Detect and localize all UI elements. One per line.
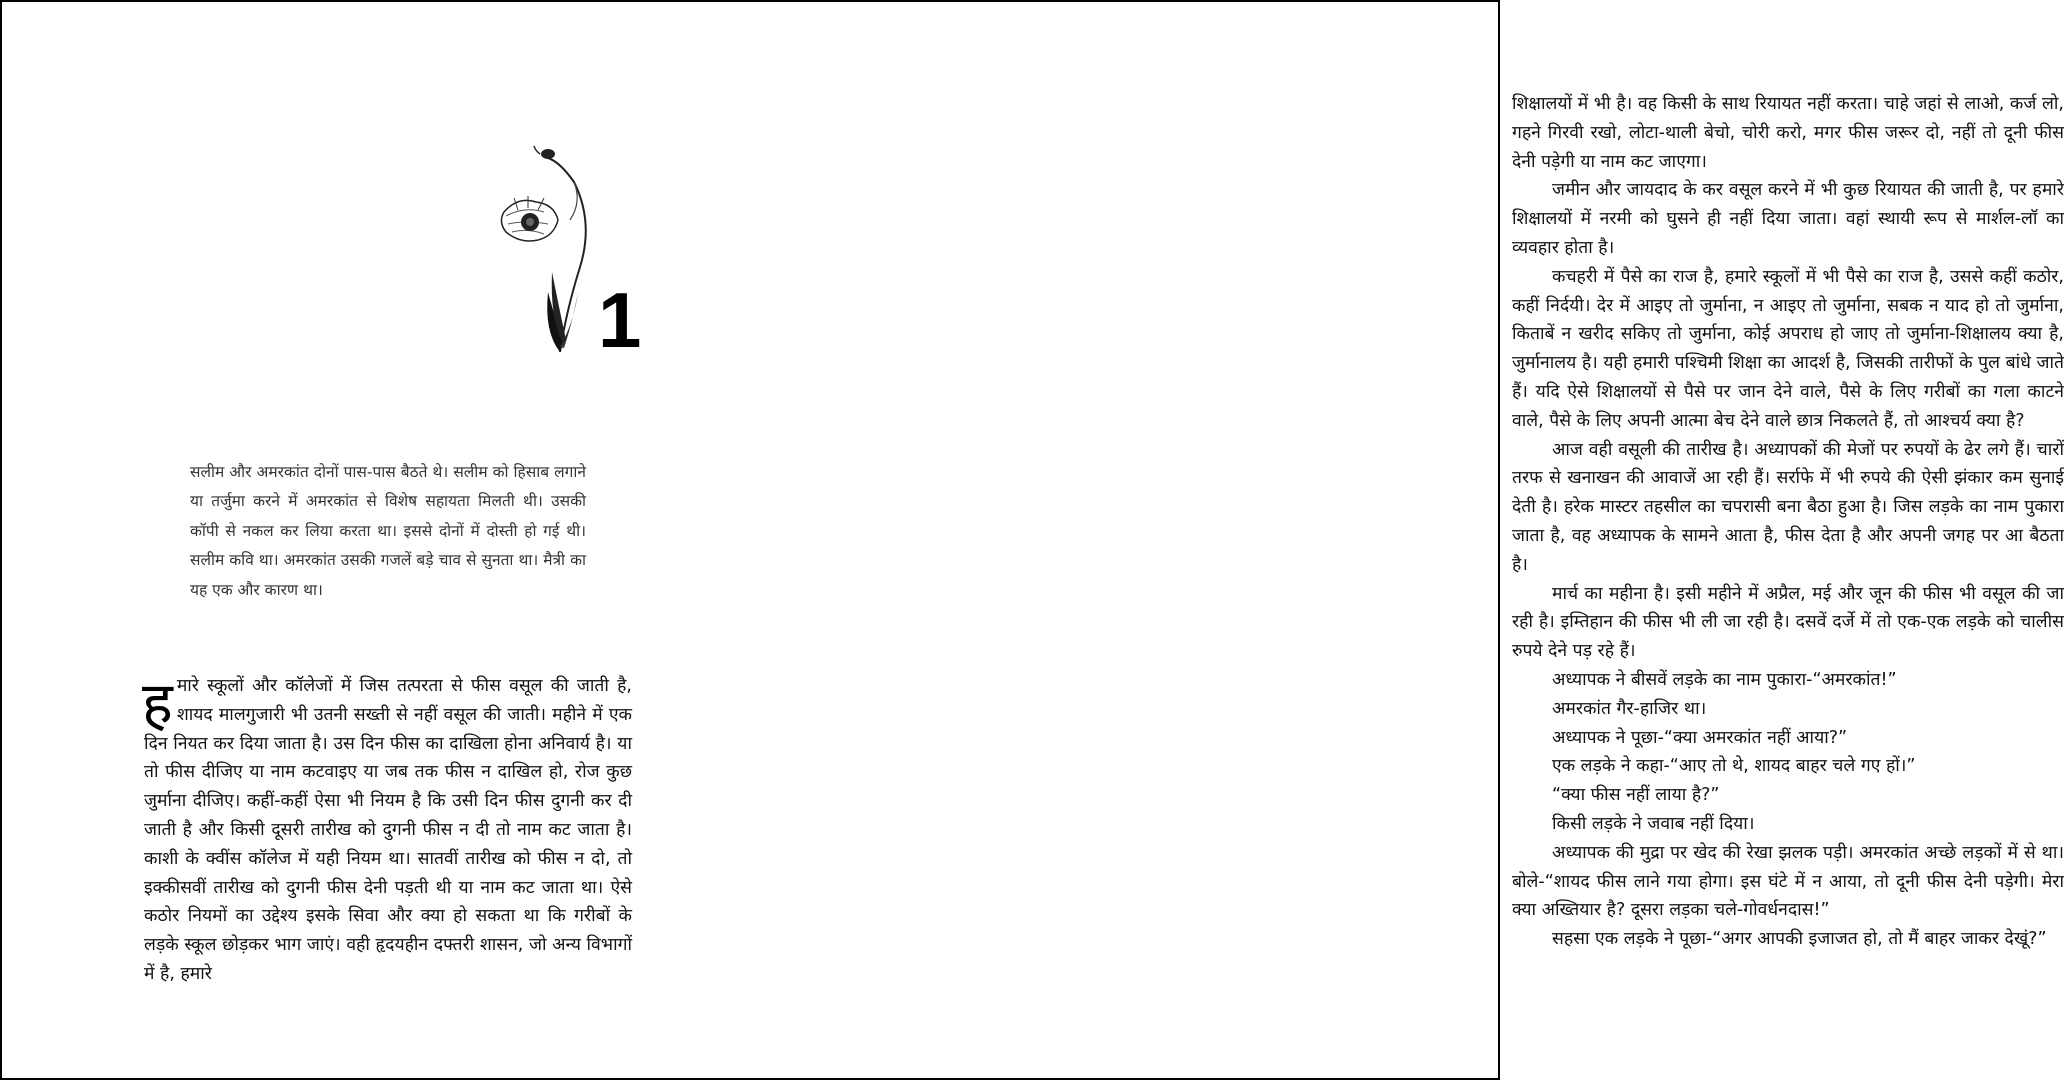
paragraph: अध्यापक की मुद्रा पर खेद की रेखा झलक पड़ी। अमरकांत अच्छे लड़कों में से था। बोले-“शायद फीस लाने गया होगा। इस घंटे में न आया, तो दूनी फीस देनी पड़ेगी। मेरा क्या अख्तियार है? दूसरा लड़का चले-गोवर्धनदास!” (1512, 842, 2064, 921)
continued-paragraph: शिक्षालयों में भी है। वह किसी के साथ रियायत नहीं करता। चाहे जहां से लाओ, कर्ज लो, गहने गिरवी रखो, लोटा-थाली बेचो, चोरी करो, मगर फीस जरूर दो, नहीं तो दूनी फीस देनी पड़ेगी या नाम कट जाएगा। (1512, 94, 2064, 172)
left-page (2, 2, 750, 1078)
paragraph: जमीन और जायदाद के कर वसूल करने में भी कुछ रियायत की जाती है, पर हमारे शिक्षालयों में नरमी को घुसने ही नहीं दिया जाता। वहां स्थायी रूप से मार्शल-लॉ का व्यवहार होता है। (1512, 180, 2064, 258)
paragraph: मार्च का महीना है। इसी महीने में अप्रैल, मई और जून की फीस भी वसूल की जा रही है। इम्तिहान की फीस भी ली जा रही है। दसवें दर्जे में तो एक-एक लड़के को चालीस रुपये देने पड़ रहे हैं। (1512, 583, 2064, 662)
opening-paragraph-text: मारे स्कूलों और कॉलेजों में जिस तत्परता से फीस वसूल की जाती है, शायद मालगुजारी भी उतनी सख्ती से नहीं वसूल की जाती। महीने में एक दिन नियत कर दिया जाता है। उस दिन फीस का दाखिला होना अनिवार्य है। या तो फीस दीजिए या नाम कटवाइए या जब तक फीस न दाखिल हो, रोज कुछ जुर्माना दीजिए। कहीं-कहीं ऐसा भी नियम है कि उसी दिन फीस दुगनी कर दी जाती है और किसी दूसरी तारीख को दुगनी फीस न दी तो नाम कट जाता है। काशी के क्वींस कॉलेज में यही नियम था। सातवीं तारीख को फीस न दो, तो इक्कीसवीं तारीख को दुगनी फीस देनी पड़ती थी या नाम कट जाता था। ऐसे कठोर नियमों का उद्देश्य इसके सिवा और क्या हो सकता था कि गरीबों के लड़के स्कूल छोड़कर भाग जाएं। वही हृदयहीन दफ्तरी शासन, जो अन्य विभागों में है, हमारे (144, 676, 632, 984)
paragraph: एक लड़के ने कहा-“आए तो थे, शायद बाहर चले गए हों।” (1552, 756, 1916, 777)
left-page-body (142, 669, 632, 989)
paragraph: सहसा एक लड़के ने पूछा-“अगर आपकी इजाजत हो, तो मैं बाहर जाकर देखूं?” (1552, 929, 2047, 950)
paragraph: अध्यापक ने बीसवें लड़के का नाम पुकारा-“अमरकांत!” (1552, 669, 1897, 690)
right-page-body (1512, 90, 2064, 954)
paragraph: आज वही वसूली की तारीख है। अध्यापकों की मेजों पर रुपयों के ढेर लगे हैं। चारों तरफ से खनाखन की आवाजें आ रही हैं। सर्राफे में भी रुपये की ऐसी झंकार कम सुनाई देती है। हरेक मास्टर तहसील का चपरासी बना बैठा हुआ है। जिस लड़के का नाम पुकारा जाता है, वह अध्यापक के सामने आता है, फीस देता है और अपनी जगह पर आ बैठता है। (1512, 439, 2064, 575)
opening-paragraph (142, 669, 632, 989)
paragraph: अमरकांत गैर-हाजिर था। (1552, 698, 1707, 719)
paragraph: किसी लड़के ने जवाब नहीं दिया। (1552, 813, 1755, 834)
chapter-synopsis: सलीम और अमरकांत दोनों पास-पास बैठते थे। सलीम को हिसाब लगाने या तर्जुमा करने में अमरकांत से विशेष सहायता मिलती थी। उसकी कॉपी से नकल कर लिया करता था। इससे दोनों में दोस्ती हो गई थी। सलीम कवि था। अमरकांत उसकी गजलें बड़े चाव से सुनता था। मैत्री का यह एक और कारण था। (190, 462, 586, 599)
chapter-number: 1 (598, 276, 642, 364)
paragraph: कचहरी में पैसे का राज है, हमारे स्कूलों में भी पैसे का राज है, उससे कहीं कठोर, कहीं निर्दयी। देर में आइए तो जुर्माना, न आइए तो जुर्माना, सबक न याद हो तो जुर्माना, किताबें न खरीद सकिए तो जुर्माना, कोई अपराध हो जाए तो जुर्माना-शिक्षालय क्या है, जुर्मानालय है। यही हमारी पश्चिमी शिक्षा का आदर्श है, जिसकी तारीफों के पुल बांधे जाते हैं। यदि ऐसे शिक्षालयों से पैसे पर जान देने वाले, पैसे के लिए गरीबों का गला काटने वाले, पैसे के लिए अपनी आत्मा बेच देने वाले छात्र निकलते हैं, तो आश्चर्य क्या है? (1512, 266, 2064, 431)
right-page (750, 2, 2064, 1078)
paragraph: “क्या फीस नहीं लाया है?” (1552, 785, 1720, 806)
paragraph: अध्यापक ने पूछा-“क्या अमरकांत नहीं आया?” (1552, 727, 1848, 748)
drop-cap: ह (142, 669, 173, 737)
